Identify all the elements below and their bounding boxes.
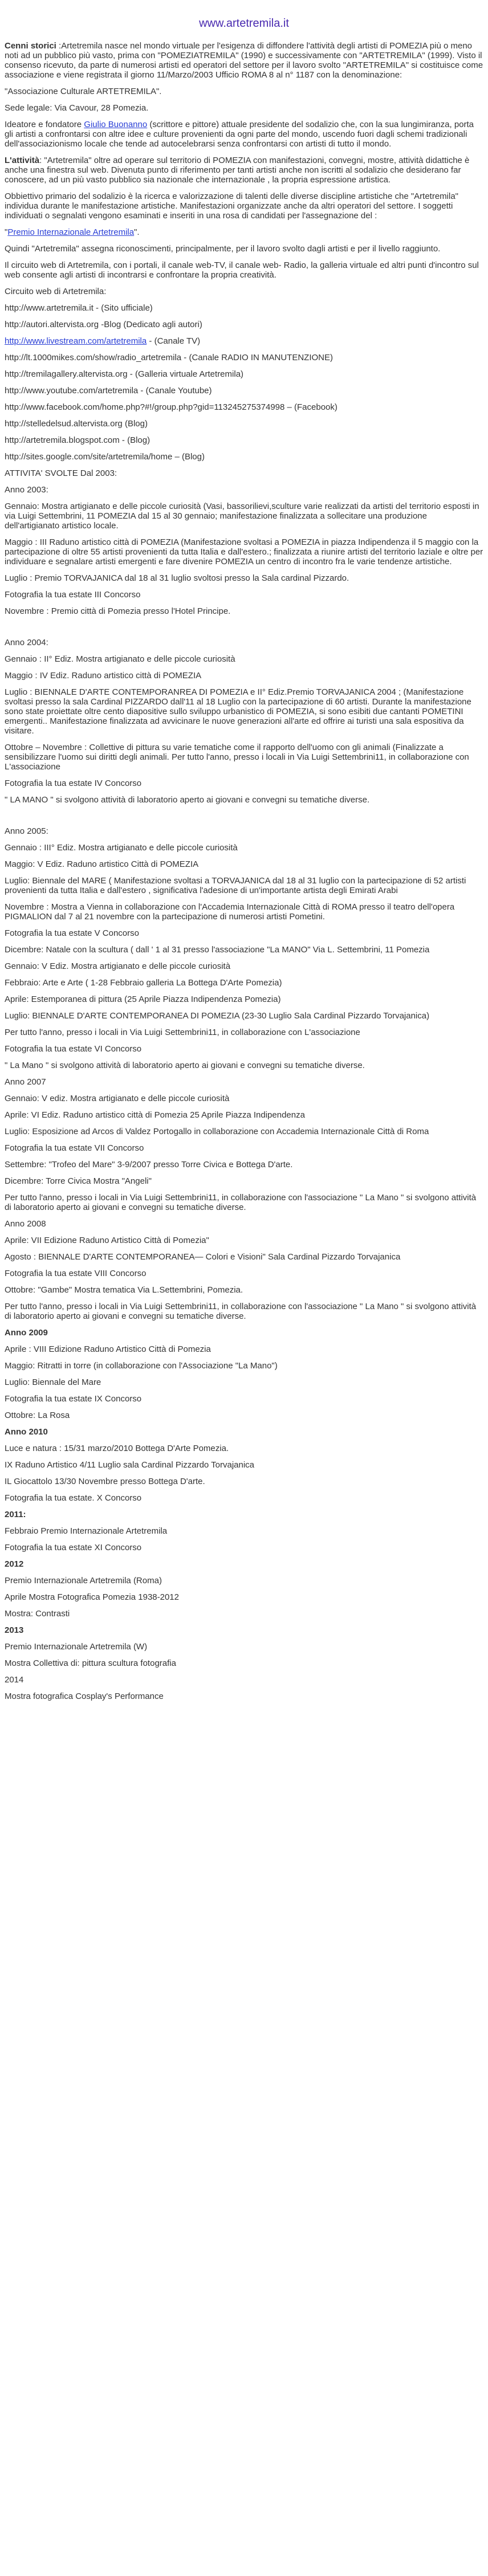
- year-heading: [5, 1559, 483, 1569]
- year-2012-section: [5, 1576, 483, 1619]
- history-entry: Aprile: VII Edizione Raduno Artistico Città di Pomezia": [5, 1236, 209, 1245]
- circuit-link-text: http://autori.altervista.org -Blog (Dedicato agli autori): [5, 320, 202, 329]
- history-entry: Aprile : VIII Edizione Raduno Artistico Città di Pomezia: [5, 1344, 211, 1354]
- paragraph-text: Ideatore e fondatore: [5, 120, 84, 129]
- history-entry: IL Giocattolo 13/30 Novembre presso Bottega D'arte.: [5, 1477, 205, 1486]
- circuit-link-text: http://www.youtube.com/artetremila - (Canale Youtube): [5, 386, 212, 396]
- history-entry: " LA MANO " si svolgono attività di laboratorio aperto ai giovani e convegni su tematiche diverse.: [5, 795, 370, 805]
- circuit-link[interactable]: http://www.livestream.com/artetremila: [5, 336, 147, 346]
- history-entry: Novembre : Premio città di Pomezia presso l'Hotel Principe.: [5, 606, 231, 616]
- history-entry: Anno 2004:: [5, 638, 48, 647]
- year-2004-section: [5, 638, 483, 805]
- year-2009-section: [5, 1344, 483, 1420]
- legal-address: Sede legale: Via Cavour, 28 Pomezia.: [5, 103, 149, 113]
- paragraph-text: ": [5, 227, 8, 237]
- history-entry: Fotografia la tua estate IV Concorso: [5, 778, 142, 788]
- history-entry: Anno 2008: [5, 1219, 46, 1229]
- history-entry: Fotografia la tua estate III Concorso: [5, 590, 141, 600]
- circuit-link-text: http://tremilagallery.altervista.org - (Galleria virtuale Artetremila): [5, 369, 244, 379]
- circuit-link-item: [5, 452, 483, 462]
- year-heading-label: 2011:: [5, 1510, 26, 1519]
- history-entry: Maggio: Ritratti in torre (in collaborazione con l'Associazione "La Mano"): [5, 1361, 278, 1371]
- circuit-link-item: [5, 402, 483, 412]
- history-entry: Luglio: Biennale del MARE ( Manifestazione svoltasi a TORVAJANICA dal 18 al 31 luglio con la partecipazione di 52 artisti provenienti da tutta Italia e dall'estero , significativa l'adesione di un'importante artista degli Emirati Arabi: [5, 876, 466, 895]
- history-entry: Luglio : Premio TORVAJANICA dal 18 al 31 luglio svoltosi presso la Sala cardinal Pizzardo.: [5, 573, 349, 583]
- year-heading: [5, 1625, 483, 1635]
- year-heading-label: 2013: [5, 1625, 24, 1635]
- founder-paragraph: [5, 120, 483, 149]
- section-label: Cenni storici: [5, 41, 56, 51]
- history-entry: Premio Internazionale Artetremila (Roma): [5, 1576, 162, 1585]
- circuit-link-item: [5, 303, 483, 313]
- history-entry: Fotografia la tua estate XI Concorso: [5, 1543, 142, 1552]
- circuit-heading: Circuito web di Artetremila:: [5, 287, 107, 296]
- circuit-link-item: [5, 435, 483, 445]
- history-entry: Luglio: Esposizione ad Arcos di Valdez Portogallo in collaborazione con Accademia Internazionale Città di Roma: [5, 1127, 429, 1136]
- circuit-link-item: [5, 369, 483, 379]
- web-circuit-paragraph: Il circuito web di Artetremila, con i portali, il canale web-TV, il canale web- Radio, la galleria virtuale ed altri punti d'incontro sul web consente agli artisti di incontrarsi e confrontare la propria creatività.: [5, 260, 479, 280]
- history-entry: Settembre: "Trofeo del Mare" 3-9/2007 presso Torre Civica e Bottega D'arte.: [5, 1160, 293, 1169]
- intro-paragraph: [5, 41, 483, 80]
- year-2003-section: [5, 485, 483, 616]
- history-entry: Aprile: VI Ediz. Raduno artistico città di Pomezia 25 Aprile Piazza Indipendenza: [5, 1110, 305, 1120]
- year-heading: [5, 1427, 483, 1437]
- history-entry: Fotografia la tua estate VIII Concorso: [5, 1269, 147, 1278]
- circuit-link-text: http://stelledelsud.altervista.org (Blog): [5, 419, 148, 429]
- history-entry: Luglio: Biennale del Mare: [5, 1377, 101, 1387]
- history-entry: Luce e natura : 15/31 marzo/2010 Bottega D'Arte Pomezia.: [5, 1444, 229, 1453]
- year-heading-label: Anno 2010: [5, 1427, 48, 1437]
- history-entry: Dicembre: Natale con la scultura ( dall ' 1 al 31 presso l'associazione "La MANO" Via L. Settembrini, 11 Pomezia: [5, 945, 430, 955]
- year-heading: [5, 1328, 483, 1338]
- history-entry: Febbraio Premio Internazionale Artetremila: [5, 1526, 168, 1536]
- circuit-link-text: http://artetremila.blogspot.com - (Blog): [5, 435, 151, 445]
- history-entry: Fotografia la tua estate VI Concorso: [5, 1044, 142, 1054]
- history-entry: Per tutto l'anno, presso i locali in Via Luigi Settembrini11, in collaborazione con l'associazione " La Mano " si svolgono attività di laboratorio aperto ai giovani e convegni su tematiche diverse.: [5, 1302, 477, 1321]
- year-2010-section: [5, 1444, 483, 1503]
- paragraph-text: :Artetremila nasce nel mondo virtuale per l'esigenza di diffondere l'attività degli artisti di POMEZIA più o meno noti ad un pubblico più vasto, prima con "POMEZIATREMILA" (1990) e successivamente con "ARTETREMILA" (1999). Visto il consenso ricevuto, da parte di numerosi artisti ed operatori del settore per il lavoro svolto "ARTETREMILA" si costituisce come associazione e viene registrata il giorno 11/Marzo/2003 Ufficio ROMA 8 al n° 1187 con la denominazione:: [5, 41, 483, 80]
- circuit-link-text: http://www.facebook.com/home.php?#!/group.php?gid=113245275374998 – (Facebook): [5, 402, 337, 412]
- history-entry: Ottobre – Novembre : Collettive di pittura su varie tematiche come il rapporto dell'uomo con gli animali (Finalizzate a sensibilizzare l'uomo sui diritti degli animali. Per tutto l'anno, presso i locali in Via Luigi Settembrini11, in collaborazione con L'associazione: [5, 743, 469, 772]
- year-heading-label: Anno 2009: [5, 1328, 48, 1338]
- history-entry: IX Raduno Artistico 4/11 Luglio sala Cardinal Pizzardo Torvajanica: [5, 1460, 255, 1470]
- year-2005-section: [5, 826, 483, 1321]
- history-entry: Ottobre: "Gambe" Mostra tematica Via L.Settembrini, Pomezia.: [5, 1285, 243, 1295]
- spacer: [5, 812, 483, 826]
- recognition-paragraph: Quindi "Artetremila" assegna riconoscimenti, principalmente, per il lavoro svolto dagli artisti e per il livello raggiunto.: [5, 244, 441, 254]
- history-entry: Luglio: BIENNALE D'ARTE CONTEMPORANEA DI POMEZIA (23-30 Luglio Sala Cardinal Pizzardo Torvajanica): [5, 1011, 430, 1021]
- history-entry: Luglio : BIENNALE D'ARTE CONTEMPORANREA DI POMEZIA e II° Ediz.Premio TORVAJANICA 2004 ; (Manifestazione svoltasi presso la sala Cardinal PIZZARDO dall'11 al 18 Luglio con la partecipazione di 60 artisti. Durante la manifestazione sono state proiettate oltre cento diapositive sullo sviluppo urbanistico di POMEZIA, si sono esibiti due cantanti POMETINI emergenti.. Manifestazione finalizzata ad avvicinare le nuove generazioni all'arte ed offrire ai turisti una sala espositiva da visitare.: [5, 687, 471, 736]
- history-entry: Anno 2003:: [5, 485, 48, 495]
- activity-paragraph: [5, 156, 483, 185]
- section-label: L'attività: [5, 156, 40, 165]
- history-entry: Aprile Mostra Fotografica Pomezia 1938-2012: [5, 1592, 179, 1602]
- circuit-link-item: [5, 336, 483, 346]
- award-paragraph: [5, 227, 483, 237]
- paragraph-text: : "Artetremila" oltre ad operare sul territorio di POMEZIA con manifestazioni, convegni, mostre, attività didattiche è anche una finestra sul web. Divenuta punto di riferimento per tanti artisti anche non iscritti al sodalizio che desiderano far conoscere, ad un più vasto pubblico sia nazionale che internazionale , la propria espressione artistica.: [5, 156, 470, 185]
- history-entry: Fotografia la tua estate VII Concorso: [5, 1143, 144, 1153]
- circuit-link-item: [5, 353, 483, 362]
- year-2013-section: [5, 1642, 483, 1701]
- history-entry: Fotografia la tua estate. X Concorso: [5, 1493, 142, 1503]
- circuit-link-item: [5, 320, 483, 329]
- history-entry: Per tutto l'anno, presso i locali in Via Luigi Settembrini11, in collaborazione con L'associazione: [5, 1028, 360, 1037]
- activities-heading: ATTIVITA' SVOLTE Dal 2003:: [5, 468, 117, 478]
- history-entry: Anno 2007: [5, 1077, 46, 1087]
- history-entry: " La Mano " si svolgono attività di laboratorio aperto ai giovani e convegni su tematiche diverse.: [5, 1061, 365, 1070]
- history-entry: Anno 2005:: [5, 826, 48, 836]
- history-entry: Maggio : III Raduno artistico città di POMEZIA (Manifestazione svoltasi a POMEZIA in piazza Indipendenza il 5 maggio con la partecipazione di oltre 55 artisti provenienti da tutta Italia e dall'estero.; finalizzata a riunire artisti del territorio laziale e oltre per individuare e segnalare artisti emergenti e fare divenire POMEZIA un centro di incontro fra le varie tendenze artistiche.: [5, 537, 483, 566]
- history-entry: Mostra fotografica Cosplay's Performance: [5, 1691, 164, 1701]
- founder-link[interactable]: Giulio Buonanno: [84, 120, 148, 129]
- history-entry: Fotografia la tua estate IX Concorso: [5, 1394, 142, 1404]
- history-entry: Gennaio : II° Ediz. Mostra artigianato e delle piccole curiosità: [5, 654, 235, 664]
- circuit-link-item: [5, 419, 483, 429]
- site-title: www.artetremila.it: [199, 17, 289, 30]
- history-entry: Maggio : IV Ediz. Raduno artistico città di POMEZIA: [5, 671, 202, 680]
- year-heading-label: 2012: [5, 1559, 24, 1569]
- history-entry: Gennaio: Mostra artigianato e delle piccole curiosità (Vasi, bassorilievi,sculture varie realizzati da artisti del territorio esposti in via Luigi Settembrini, 11 POMEZIA dal 15 al 30 gennaio; manifestazione finalizzata a sollecitare una produzione dell'artigianato artistico locale.: [5, 502, 479, 531]
- history-entry: Premio Internazionale Artetremila (W): [5, 1642, 148, 1652]
- history-entry: Dicembre: Torre Civica Mostra "Angeli": [5, 1176, 152, 1186]
- award-link[interactable]: Premio Internazionale Artetremila: [7, 227, 135, 237]
- circuit-link-item: [5, 386, 483, 396]
- objective-paragraph: Obbiettivo primario del sodalizio è la ricerca e valorizzazione di talenti delle diverse discipline artistiche che "Artetremila" individua durante le manifestazione artistiche. Manifestazioni organizzate anche da altri operatori del settore. I soggetti individuati o segnalati vengono esaminati e inseriti in una rosa di candidati per l'assegnazione del :: [5, 191, 459, 221]
- circuit-link-text: http://lt.1000mikes.com/show/radio_artetremila - (Canale RADIO IN MANUTENZIONE): [5, 353, 333, 362]
- history-entry: Febbraio: Arte e Arte ( 1-28 Febbraio galleria La Bottega D'Arte Pomezia): [5, 978, 282, 988]
- history-entry: Fotografia la tua estate V Concorso: [5, 928, 139, 938]
- history-entry: Per tutto l'anno, presso i locali in Via Luigi Settembrini11, in collaborazione con l'associazione " La Mano " si svolgono attività di laboratorio aperto ai giovani e convegni su tematiche diverse.: [5, 1193, 477, 1212]
- history-entry: Gennaio : III° Ediz. Mostra artigianato e delle piccole curiosità: [5, 843, 238, 853]
- circuit-link-text: http://sites.google.com/site/artetremila/home – (Blog): [5, 452, 205, 462]
- year-heading: [5, 1510, 483, 1519]
- history-entry: Agosto : BIENNALE D'ARTE CONTEMPORANEA— Colori e Visioni" Sala Cardinal Pizzardo Torvajanica: [5, 1252, 401, 1262]
- year-2011-section: [5, 1526, 483, 1552]
- circuit-link-text: http://www.artetremila.it - (Sito ufficiale): [5, 303, 153, 313]
- history-entry: Novembre : Mostra a Vienna in collaborazione con l'Accademia Internazionale Città di ROMA presso il teatro dell'opera PIGMALION dal 7 al 21 novembre con la partecipazione di numerosi artisti Pometini.: [5, 902, 455, 922]
- circuit-link-list: [5, 303, 483, 462]
- spacer: [5, 623, 483, 638]
- circuit-link-text: - (Canale TV): [147, 336, 201, 346]
- history-entry: Mostra Collettiva di: pittura scultura fotografia: [5, 1658, 176, 1668]
- paragraph-text: (scrittore e pittore) attuale presidente del sodalizio che, con la sua lungimiranza, porta gli artisti a confrontarsi con altre idee e culture provenienti da ogni parte del mondo, uscendo fuori dagli schemi tradizionali dell'associazionismo locale che tende ad autocelebrarsi senza confrontarsi con artisti di tutto il mondo.: [5, 120, 474, 149]
- history-entry: Maggio: V Ediz. Raduno artistico Città di POMEZIA: [5, 859, 199, 869]
- paragraph-text: ".: [134, 227, 140, 237]
- history-entry: Gennaio: V ediz. Mostra artigianato e delle piccole curiosità: [5, 1094, 230, 1103]
- history-entry: Gennaio: V Ediz. Mostra artigianato e delle piccole curiosità: [5, 961, 231, 971]
- history-entry: 2014: [5, 1675, 24, 1685]
- history-entry: Ottobre: La Rosa: [5, 1411, 70, 1420]
- page-content: [5, 41, 483, 1708]
- history-entry: Mostra: Contrasti: [5, 1609, 70, 1619]
- association-name: "Associazione Culturale ARTETREMILA".: [5, 87, 162, 96]
- history-entry: Aprile: Estemporanea di pittura (25 Aprile Piazza Indipendenza Pomezia): [5, 994, 281, 1004]
